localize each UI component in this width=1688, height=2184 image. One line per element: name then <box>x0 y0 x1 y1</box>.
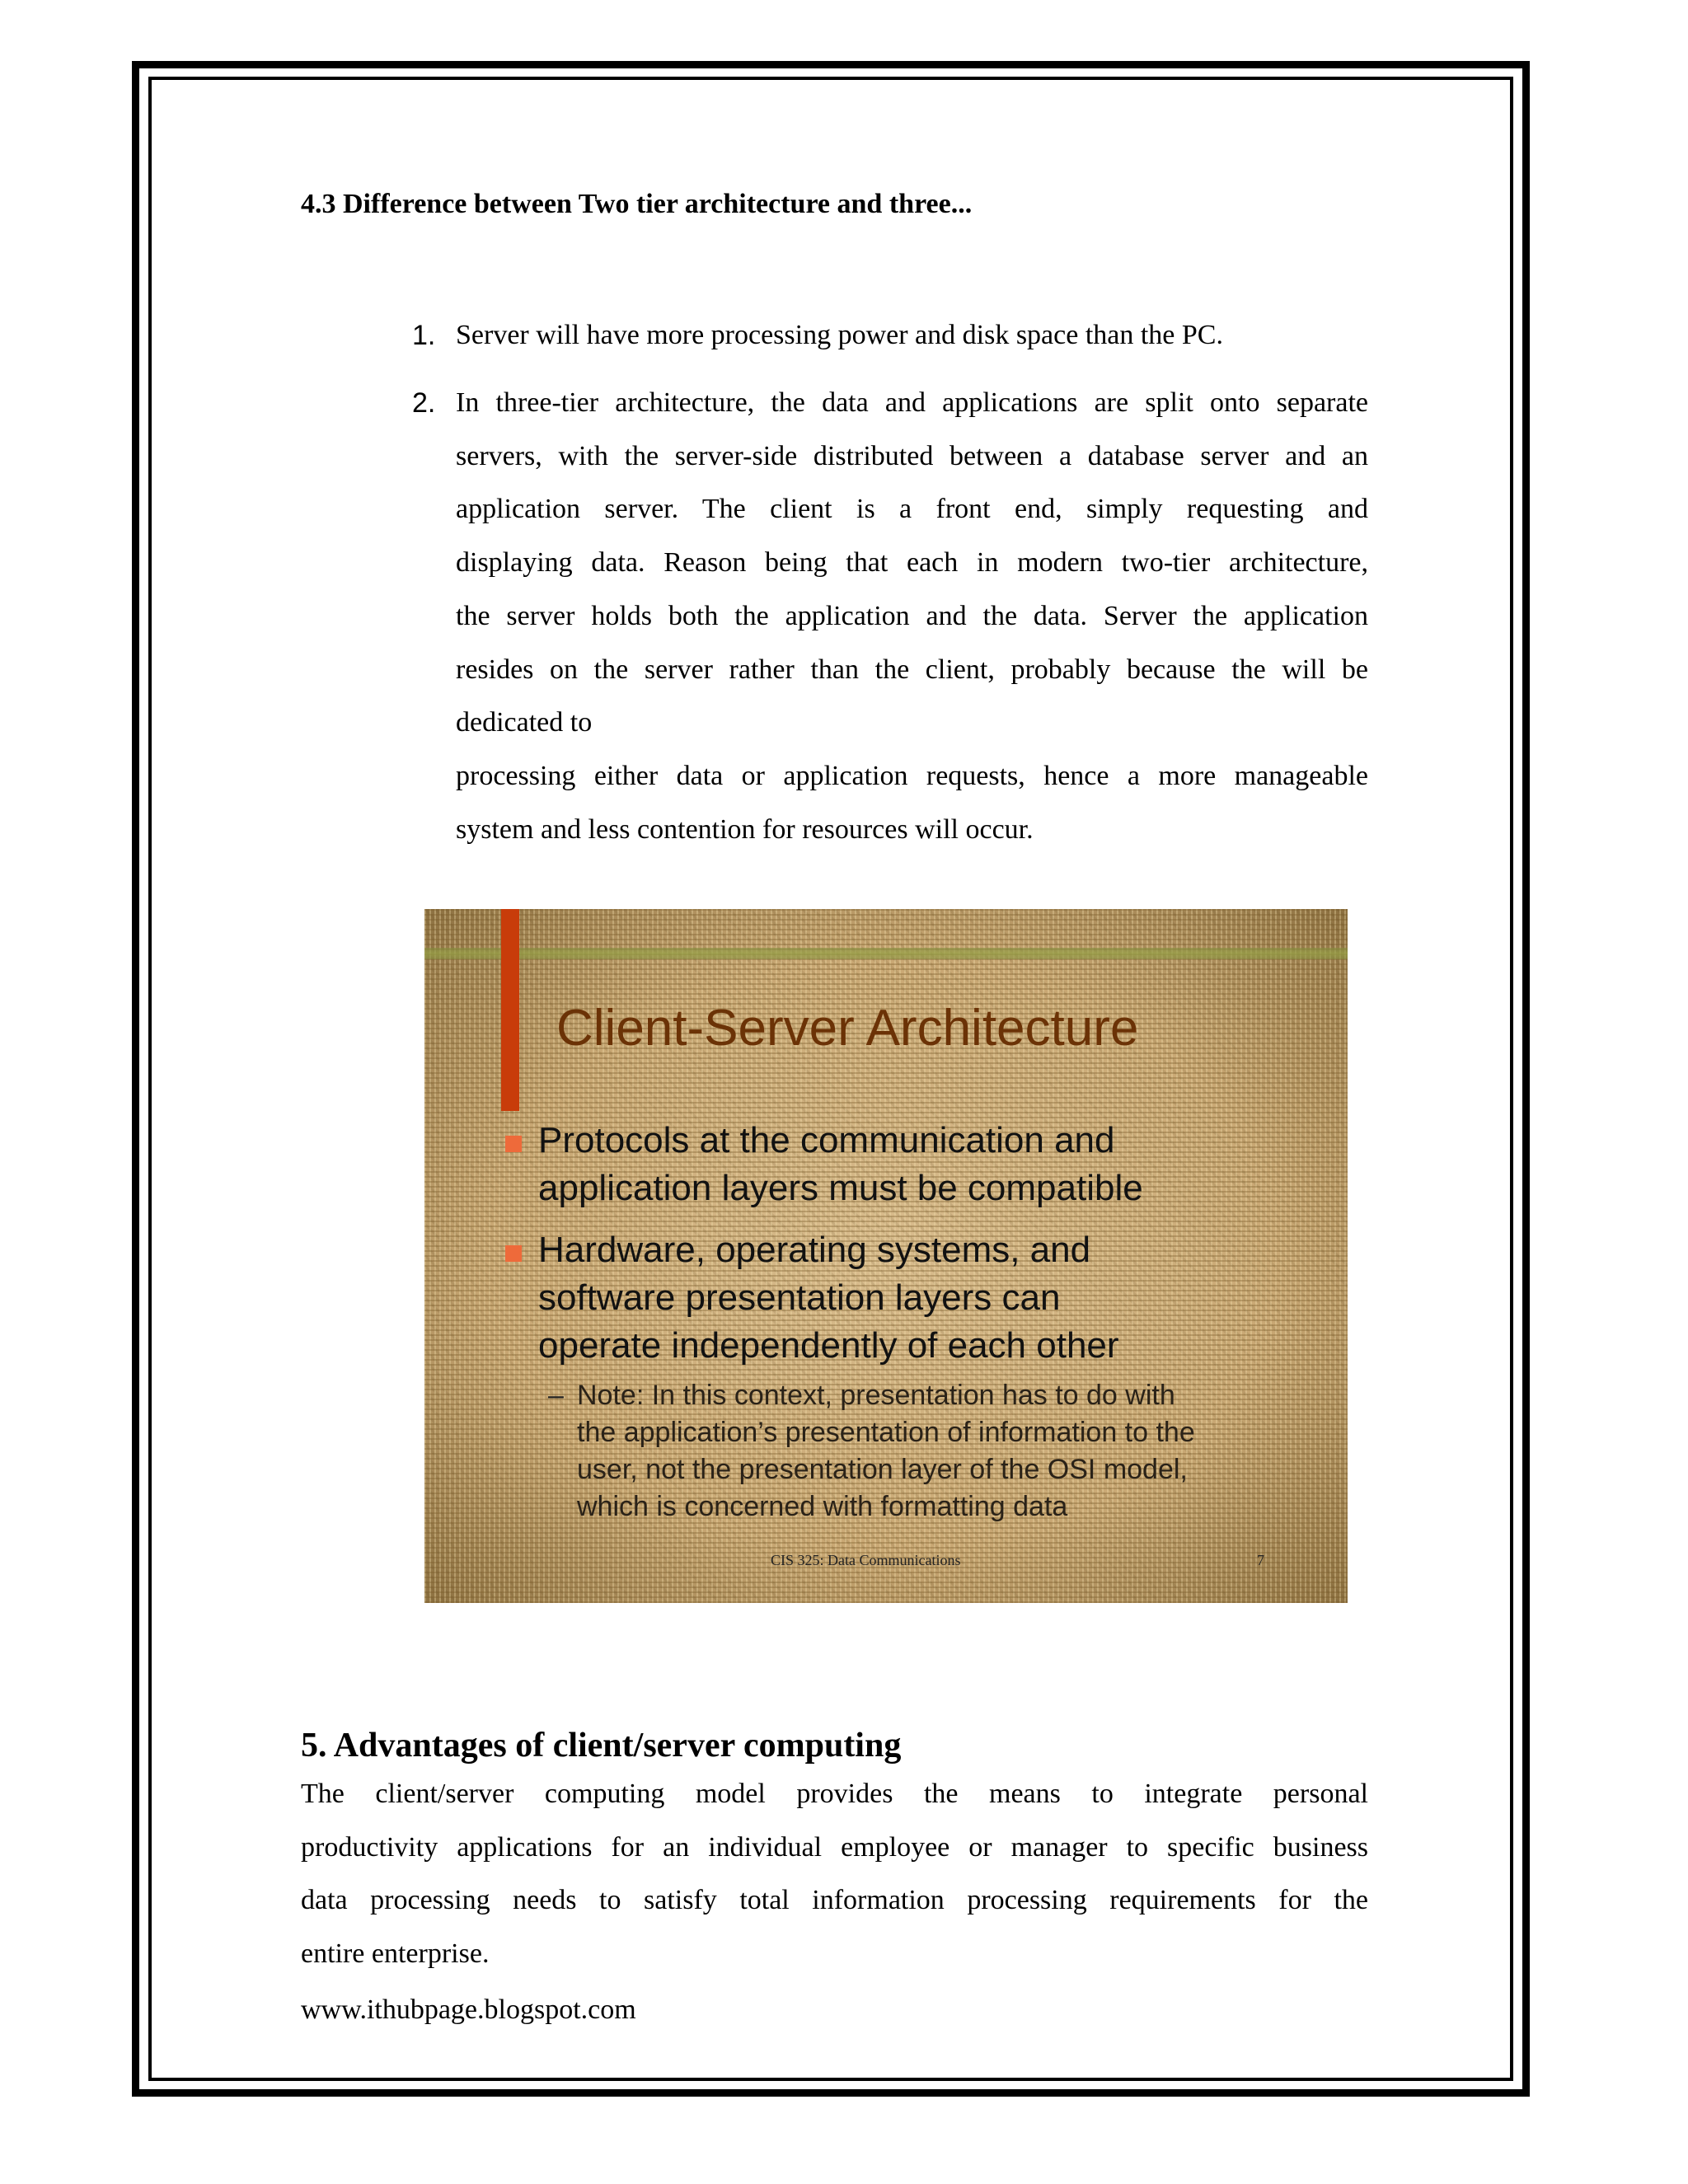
list-item-2-line: application server. The client is a front end, simply requesting and <box>456 494 1368 525</box>
section-5-heading: 5. Advantages of client/server computing <box>301 1727 902 1765</box>
list-number-2: 2. <box>412 387 436 419</box>
slide-bullet-line: operate independently of each other <box>538 1325 1119 1366</box>
list-item-2-line: processing either data or application requests, hence a more manageable <box>456 760 1368 791</box>
list-item-2 <box>456 377 1368 856</box>
slide-page-number: 7 <box>1257 1552 1264 1568</box>
list-item-2-line: dedicated to <box>456 707 593 738</box>
paragraph-line: The client/server computing model provides the means to integrate personal <box>301 1779 1368 1809</box>
slide-note-line: which is concerned with formatting data <box>577 1491 1068 1522</box>
list-item-2-line: the server holds both the application and the data. Server the application <box>456 600 1368 631</box>
list-number-1: 1. <box>412 320 436 351</box>
paragraph-line: entire enterprise. <box>301 1938 490 1970</box>
list-item-2-line: In three-tier architecture, the data and applications are split onto separate <box>456 387 1368 418</box>
slide-image <box>424 909 1348 1603</box>
slide-decor-line <box>424 948 1348 959</box>
slide-note-line: user, not the presentation layer of the OSI model, <box>577 1454 1188 1485</box>
list-item-2-line: resides on the server rather than the client, probably because the will be <box>456 654 1368 685</box>
slide-note-line: Note: In this context, presentation has to do with <box>577 1380 1175 1411</box>
list-item-1 <box>456 309 1368 363</box>
slide-accent-bar <box>501 909 519 1111</box>
slide-bullet-square-icon <box>505 1136 522 1152</box>
slide-footer: CIS 325: Data Communications <box>771 1552 961 1568</box>
slide-bullet-line: software presentation layers can <box>538 1277 1061 1318</box>
slide-title: Client-Server Architecture <box>556 1000 1139 1057</box>
slide-bullet-line: Hardware, operating systems, and <box>538 1230 1091 1270</box>
paragraph-line: productivity applications for an individual employee or manager to specific business <box>301 1831 1368 1863</box>
list-item-2-line: servers, with the server-side distributed between a database server and an <box>456 440 1368 471</box>
slide-note-dash: – <box>548 1380 564 1411</box>
slide-note-line: the application’s presentation of information to the <box>577 1417 1195 1448</box>
footer-url: www.ithubpage.blogspot.com <box>301 1994 636 2025</box>
slide-bullet-line: Protocols at the communication and <box>538 1120 1115 1160</box>
section-5-paragraph <box>301 1768 1368 1981</box>
list-item-2-line: system and less contention for resources will occur. <box>456 813 1034 845</box>
section-heading: 4.3 Difference between Two tier architecture and three... <box>301 189 973 219</box>
slide-bullet-square-icon <box>505 1245 522 1262</box>
paragraph-line: data processing needs to satisfy total information processing requirements for the <box>301 1885 1368 1916</box>
list-item-1-line: Server will have more processing power and disk space than the PC. <box>456 320 1223 350</box>
slide-bullet-line: application layers must be compatible <box>538 1168 1143 1208</box>
list-item-2-line: displaying data. Reason being that each in modern two-tier architecture, <box>456 547 1368 579</box>
